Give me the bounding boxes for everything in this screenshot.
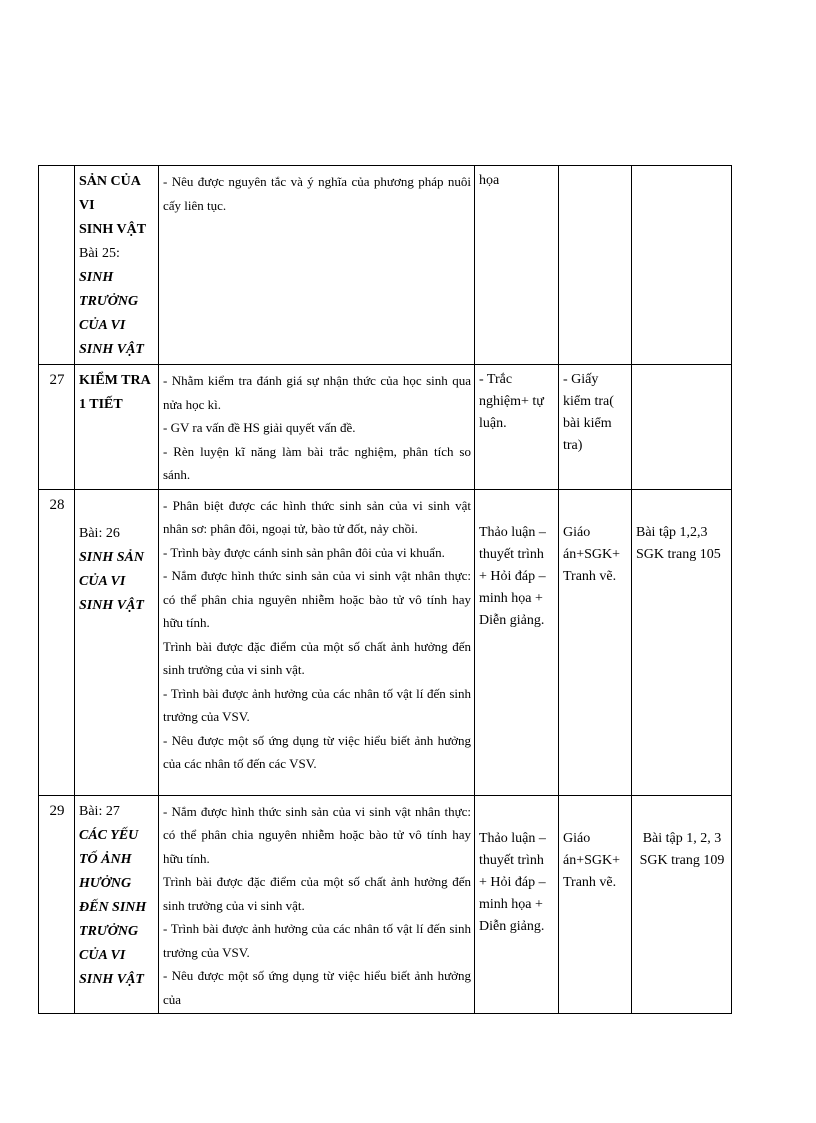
lesson-title-line: SINH VẬT — [79, 222, 147, 237]
goal-line: - Rèn luyện kĩ năng làm bài trắc nghiệm, phân tích so sánh. — [163, 443, 471, 482]
lesson-preparation: - Giấy kiểm tra( bài kiểm tra) — [559, 365, 632, 490]
lesson-title — [75, 795, 159, 1014]
lesson-homework — [632, 365, 732, 490]
lesson-homework — [632, 166, 732, 365]
lesson-method: họa — [475, 166, 559, 365]
goal-line: - Nhằm kiểm tra đánh giá sự nhận thức của học sinh qua nửa học kì. — [163, 373, 471, 412]
goal-line: - Nêu được một số ứng dụng từ việc hiểu biết ảnh hưởng của — [163, 968, 471, 1007]
lesson-goals — [159, 489, 475, 795]
lesson-preparation: Giáo án+SGK+ Tranh vẽ. — [559, 489, 632, 795]
lesson-plan-table — [38, 165, 732, 1014]
lesson-preparation — [559, 166, 632, 365]
lesson-title — [75, 365, 159, 490]
lesson-homework: Bài tập 1, 2, 3 SGK trang 109 — [632, 795, 732, 1014]
goal-line: - Nắm được hình thức sinh sản của vi sinh vật nhân thực: có thể phân chia nguyên nhiễm hoặc bào tử vô tính hay hữu tính. — [163, 568, 471, 630]
goal-line: - Phân biệt được các hình thức sinh sản của vi sinh vật nhân sơ: phân đôi, ngoại tử, bào tử đốt, nảy chồi. — [163, 497, 471, 536]
table-row — [39, 795, 732, 1014]
goal-line: Trình bài được đặc điểm của một số chất ảnh hưởng đến sinh trưởng của vi sinh vật. — [163, 638, 471, 677]
goal-line: - Trình bài được ảnh hưởng của các nhân tố vật lí đến sinh trưởng của VSV. — [163, 921, 471, 960]
lesson-title-prefix: Bài 25: — [79, 246, 120, 261]
lesson-homework: Bài tập 1,2,3 SGK trang 105 — [632, 489, 732, 795]
table-row — [39, 365, 732, 490]
goal-line: - Trình bày được cánh sinh sản phân đôi của vi khuẩn. — [163, 544, 445, 560]
lesson-title-prefix: Bài: 26 — [79, 525, 120, 541]
goal-line: - Nêu được nguyên tắc và ý nghĩa của phương pháp nuôi cấy liên tục. — [163, 174, 471, 213]
goal-line: - Trình bài được ảnh hưởng của các nhân tố vật lí đến sinh trưởng của VSV. — [163, 685, 471, 724]
goal-line: - Nắm được hình thức sinh sản của vi sinh vật nhân thực: có thể phân chia nguyên nhiễm hoặc bào tử vô tính hay hữu tính. — [163, 803, 471, 866]
table-row — [39, 489, 732, 795]
lesson-method: Thảo luận – thuyết trình + Hỏi đáp – minh họa + Diễn giảng. — [475, 489, 559, 795]
table-row — [39, 166, 732, 365]
lesson-title — [75, 489, 159, 795]
goal-line: Trình bài được đặc điểm của một số chất ảnh hưởng đến sinh trưởng của vi sinh vật. — [163, 874, 471, 913]
lesson-method: - Trắc nghiệm+ tự luận. — [475, 365, 559, 490]
lesson-title-italic: SINH TRƯỞNG CỦA VI SINH VẬT — [79, 270, 144, 357]
lesson-number: 28 — [39, 489, 75, 795]
goal-line: - Nêu được một số ứng dụng từ việc hiểu biết ảnh hưởng của các nhân tố đến các VSV. — [163, 732, 471, 771]
lesson-title-prefix: Bài: 27 — [79, 803, 120, 819]
lesson-title-italic: CÁC YẾU TỐ ẢNH HƯỞNG ĐẾN SINH TRƯỞNG CỦA VI SINH VẬT — [79, 827, 147, 987]
lesson-title-line: SẢN CỦA VI — [79, 174, 141, 213]
lesson-goals — [159, 795, 475, 1014]
lesson-number: 29 — [39, 795, 75, 1014]
lesson-preparation: Giáo án+SGK+ Tranh vẽ. — [559, 795, 632, 1014]
lesson-title-text: KIỂM TRA 1 TIẾT — [79, 373, 150, 412]
lesson-goals — [159, 365, 475, 490]
lesson-number: 27 — [39, 365, 75, 490]
lesson-number — [39, 166, 75, 365]
lesson-title — [75, 166, 159, 365]
goal-line: - GV ra vấn đề HS giải quyết vấn đề. — [163, 420, 356, 435]
lesson-goals — [159, 166, 475, 365]
lesson-method: Thảo luận – thuyết trình + Hỏi đáp – minh họa + Diễn giảng. — [475, 795, 559, 1014]
lesson-title-italic: SINH SẢN CỦA VI SINH VẬT — [79, 549, 144, 613]
